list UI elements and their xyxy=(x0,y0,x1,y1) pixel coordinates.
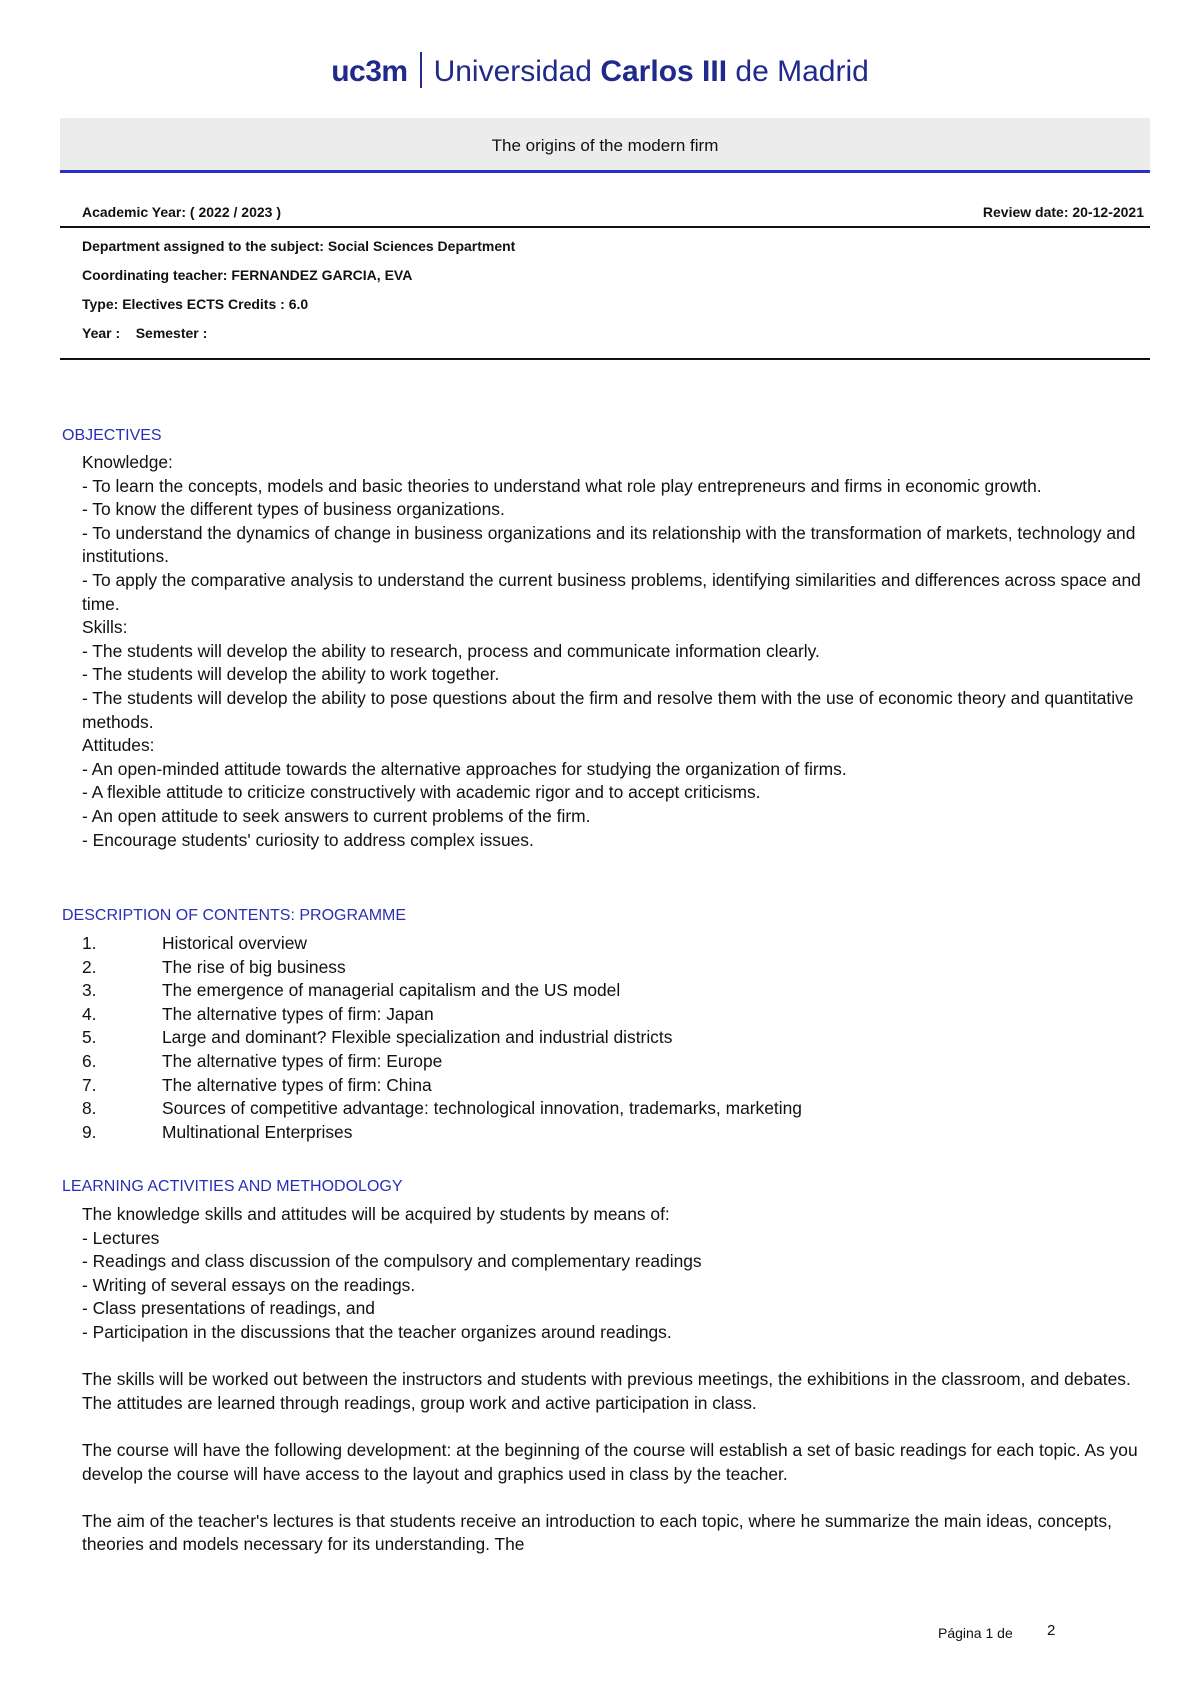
objectives-line: - To learn the concepts, models and basic theories to understand what role play entrepreneurs and firms in economic growth. xyxy=(82,475,1042,496)
page-total: 2 xyxy=(1047,1622,1056,1639)
programme-list xyxy=(82,932,1142,1144)
methodology-line: - Lectures xyxy=(82,1227,160,1248)
item-text: The rise of big business xyxy=(162,956,346,977)
page-footer xyxy=(938,1622,1056,1641)
item-text: The alternative types of firm: Japan xyxy=(162,1003,434,1024)
objectives-heading: OBJECTIVES xyxy=(62,427,162,444)
objectives-line: - To apply the comparative analysis to understand the current business problems, identifying similarities and differences across space and time. xyxy=(82,569,1141,614)
page-label: Página 1 de xyxy=(938,1625,1013,1641)
programme-item xyxy=(82,1026,1142,1050)
item-number: 8. xyxy=(82,1098,97,1119)
item-number: 5. xyxy=(82,1027,97,1048)
item-text: Multinational Enterprises xyxy=(162,1121,353,1142)
programme-item xyxy=(82,1097,1142,1121)
programme-heading: DESCRIPTION OF CONTENTS: PROGRAMME xyxy=(62,907,407,924)
programme-item xyxy=(82,1121,1142,1145)
objectives-line: - Encourage students' curiosity to address complex issues. xyxy=(82,829,534,850)
methodology-line: - Writing of several essays on the readings. xyxy=(82,1274,416,1295)
item-number: 9. xyxy=(82,1121,97,1142)
item-number: 4. xyxy=(82,1003,97,1024)
academic-year: Academic Year: ( 2022 / 2023 ) xyxy=(82,204,281,220)
methodology-heading: LEARNING ACTIVITIES AND METHODOLOGY xyxy=(62,1178,403,1195)
programme-item xyxy=(82,956,1142,980)
methodology-paragraph: The aim of the teacher's lectures is that students receive an introduction to each topic, where he summarize the main ideas, concepts, theories and models necessary for its understanding. The xyxy=(82,1510,1112,1555)
programme-item xyxy=(82,1003,1142,1027)
item-text: Historical overview xyxy=(162,933,307,953)
review-date: Review date: 20-12-2021 xyxy=(982,204,1144,220)
objectives-body xyxy=(82,451,1142,852)
methodology-paragraph: The skills will be worked out between the instructors and students with previous meetings, the exhibitions in the classroom, and debates. The attitudes are learned through readings, group work and active participation in class. xyxy=(82,1369,1131,1413)
methodology-line: The knowledge skills and attitudes will be acquired by students by means of: xyxy=(82,1204,670,1224)
objectives-line: - An open attitude to seek answers to current problems of the firm. xyxy=(82,805,591,826)
methodology-line: - Class presentations of readings, and xyxy=(82,1298,375,1319)
item-number: 6. xyxy=(82,1050,97,1071)
university-logo xyxy=(0,52,1200,92)
item-text: The alternative types of firm: China xyxy=(162,1074,432,1095)
item-text: Sources of competitive advantage: technological innovation, trademarks, marketing xyxy=(162,1098,802,1119)
objectives-line: - The students will develop the ability to research, process and communicate information clearly. xyxy=(82,640,820,661)
item-text: Large and dominant? Flexible specialization and industrial districts xyxy=(162,1027,673,1048)
logo-suffix: de Madrid xyxy=(735,55,869,88)
meta-bottom-rule xyxy=(60,358,1150,360)
item-number: 2. xyxy=(82,956,97,977)
objectives-line: - The students will develop the ability to work together. xyxy=(82,664,500,685)
coordinator: Coordinating teacher: FERNANDEZ GARCIA, EVA xyxy=(82,267,413,283)
objectives-line: - The students will develop the ability to pose questions about the firm and resolve them with the use of economic theory and quantitative methods. xyxy=(82,687,1134,732)
objectives-line: - To understand the dynamics of change in business organizations and its relationship with the transformation of markets, technology and institutions. xyxy=(82,522,1136,567)
programme-item xyxy=(82,979,1142,1003)
item-number: 1. xyxy=(82,933,97,953)
item-text: The alternative types of firm: Europe xyxy=(162,1050,443,1071)
methodology-line: - Participation in the discussions that the teacher organizes around readings. xyxy=(82,1321,672,1342)
subject-title: The origins of the modern firm xyxy=(60,118,1150,173)
objectives-line: Attitudes: xyxy=(82,735,155,756)
logo-short: uc3m xyxy=(331,55,408,88)
methodology-paragraph: The course will have the following development: at the beginning of the course will establish a set of basic readings for each topic. As you develop the course will have access to the layout and graphics used in class by the teacher. xyxy=(82,1439,1138,1484)
methodology-body xyxy=(82,1203,1142,1557)
objectives-line: Knowledge: xyxy=(82,452,173,472)
logo-divider xyxy=(420,52,422,88)
programme-item xyxy=(82,932,1142,956)
objectives-line: - An open-minded attitude towards the alternative approaches for studying the organization of firms. xyxy=(82,758,847,779)
logo-prefix: Universidad xyxy=(433,55,592,88)
objectives-line: Skills: xyxy=(82,617,128,638)
objectives-line: - A flexible attitude to criticize constructively with academic rigor and to accept criticisms. xyxy=(82,782,761,803)
programme-item xyxy=(82,1074,1142,1098)
department: Department assigned to the subject: Social Sciences Department xyxy=(82,238,516,254)
objectives-line: - To know the different types of business organizations. xyxy=(82,499,505,520)
item-number: 3. xyxy=(82,980,97,1001)
item-text: The emergence of managerial capitalism and the US model xyxy=(162,980,621,1001)
year-semester: Year : Semester : xyxy=(82,325,208,341)
logo-bold: Carlos III xyxy=(600,55,728,88)
item-number: 7. xyxy=(82,1074,97,1095)
meta-header-row xyxy=(60,202,1150,228)
type-credits: Type: Electives ECTS Credits : 6.0 xyxy=(82,296,309,312)
programme-item xyxy=(82,1050,1142,1074)
methodology-line: - Readings and class discussion of the compulsory and complementary readings xyxy=(82,1251,702,1272)
